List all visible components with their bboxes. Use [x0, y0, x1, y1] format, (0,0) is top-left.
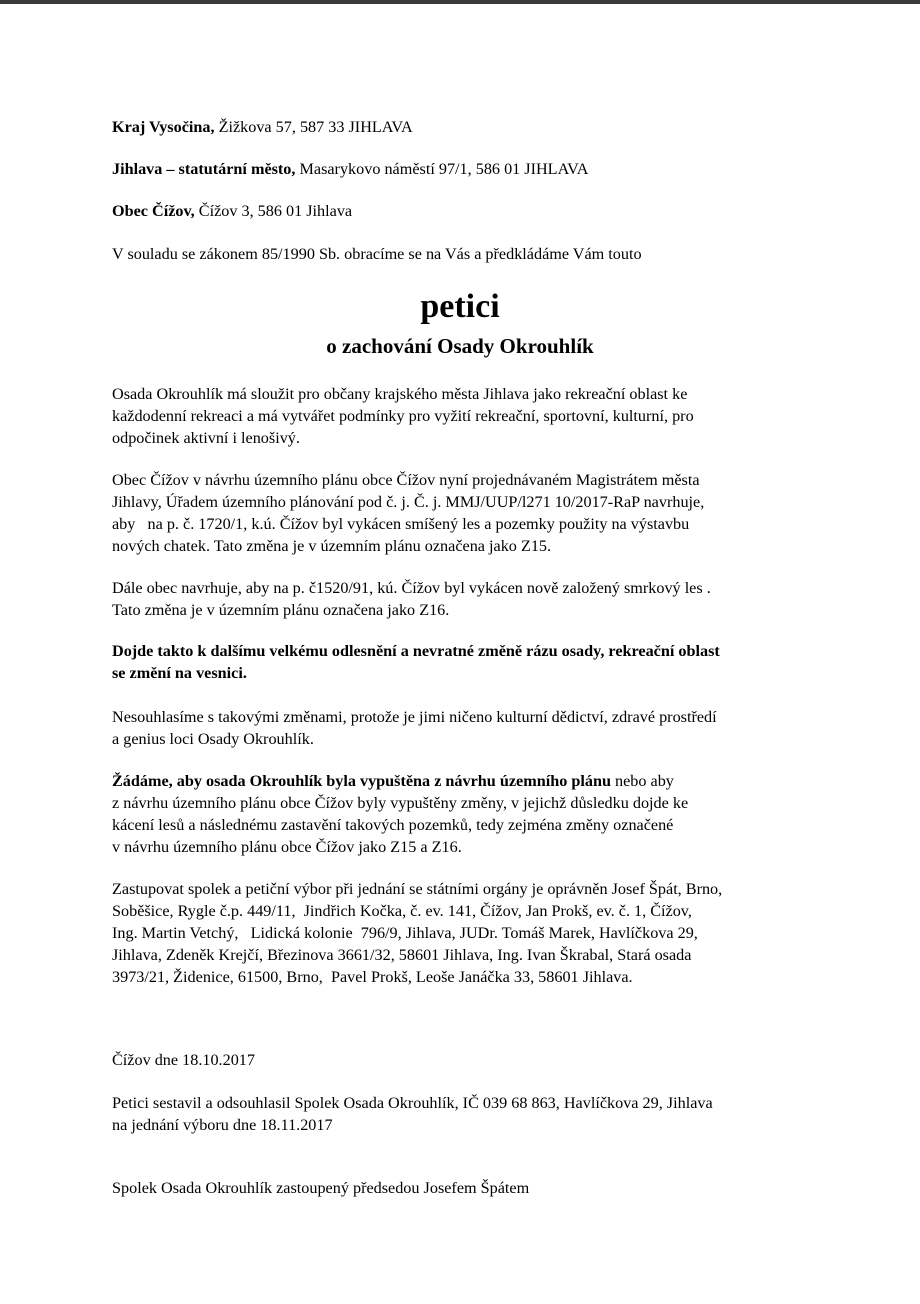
recipient-address: Žižkova 57, 587 33 JIHLAVA — [214, 118, 413, 136]
paragraph-2-line: Obec Čížov v návrhu územního plánu obce Čížov nyní projednávaném Magistrátem města — [112, 471, 700, 489]
paragraph-3-line: Dále obec navrhuje, aby na p. č1520/91, kú. Čížov byl vykácen nově založený smrkový les . — [112, 579, 711, 597]
paragraph-2-line: aby na p. č. 1720/1, k.ú. Čížov byl vykácen smíšený les a pozemky použity na výstavbu — [112, 515, 690, 533]
recipient-name: Jihlava – statutární město, — [112, 160, 296, 178]
paragraph-4-bold-line: se změní na vesnici. — [112, 664, 247, 682]
paragraph-5-line: Nesouhlasíme s takovými změnami, protože je jimi ničeno kulturní dědictví, zdravé prostředí — [112, 708, 717, 726]
signature-line: Spolek Osada Okrouhlík zastoupený předsedou Josefem Špátem — [112, 1179, 530, 1197]
document-title: petici — [420, 288, 500, 325]
recipient-name: Kraj Vysočina, — [112, 118, 215, 136]
recipient-name: Obec Čížov, — [112, 202, 195, 220]
paragraph-5-line: a genius loci Osady Okrouhlík. — [112, 730, 314, 748]
paragraph-6-line: kácení lesů a následnému zastavění takových pozemků, tedy zejména změny označené — [112, 816, 674, 834]
intro-text: V souladu se zákonem 85/1990 Sb. obracíme se na Vás a předkládáme Vám touto — [112, 245, 642, 263]
recipient-jihlava — [112, 158, 588, 180]
paragraph-7-line: Soběšice, Rygle č.p. 449/11, Jindřich Kočka, č. ev. 141, Čížov, Jan Prokš, ev. č. 1, Čížov, — [112, 902, 692, 920]
paragraph-2-line: Jihlavy, Úřadem územního plánování pod č. j. Č. j. MMJ/UUP/l271 10/2017-RaP navrhuje, — [112, 493, 705, 511]
paragraph-8-line: Petici sestavil a odsouhlasil Spolek Osada Okrouhlík, IČ 039 68 863, Havlíčkova 29, Jihlava — [112, 1094, 713, 1112]
paragraph-1-line: každodenní rekreaci a má vytvářet podmínky pro vyžití rekreační, sportovní, kulturní, pro — [112, 407, 694, 425]
recipient-kraj-vysocina — [112, 116, 413, 138]
paragraph-3-line: Tato změna je v územním plánu označena jako Z16. — [112, 601, 450, 619]
paragraph-7-line: Jihlava, Zdeněk Krejčí, Březinova 3661/32, 58601 Jihlava, Ing. Ivan Škrabal, Stará osada — [112, 946, 692, 964]
paragraph-4-bold-line: Dojde takto k dalšímu velkému odlesnění a nevratné změně rázu osady, rekreační oblast — [112, 642, 720, 660]
paragraph-7-line: Ing. Martin Vetchý, Lidická kolonie 796/9, Jihlava, JUDr. Tomáš Marek, Havlíčkova 29, — [112, 924, 698, 942]
paragraph-6-line: v návrhu územního plánu obce Čížov jako Z15 a Z16. — [112, 838, 462, 856]
paragraph-7-line: Zastupovat spolek a petiční výbor při jednání se státními orgány je oprávněn Josef Špát, Brno, — [112, 880, 723, 898]
paragraph-7-line: 3973/21, Židenice, 61500, Brno, Pavel Prokš, Leoše Janáčka 33, 58601 Jihlava. — [112, 968, 633, 986]
paragraph-1-line: odpočinek aktivní i lenošivý. — [112, 429, 300, 447]
recipient-address: Čížov 3, 586 01 Jihlava — [194, 202, 353, 220]
recipient-obec-cizov — [112, 200, 352, 222]
paragraph-6-line: z návrhu územního plánu obce Čížov byly vypuštěny změny, v jejichž důsledku dojde ke — [112, 794, 689, 812]
demand-rest-text: nebo aby — [610, 772, 674, 790]
document-subtitle: o zachování Osady Okrouhlík — [326, 334, 594, 358]
paragraph-1-line: Osada Okrouhlík má sloužit pro občany krajského města Jihlava jako rekreační oblast ke — [112, 385, 688, 403]
demand-bold-text: Žádáme, aby osada Okrouhlík byla vypuštěna z návrhu územního plánu — [112, 772, 611, 790]
paragraph-8-line: na jednání výboru dne 18.11.2017 — [112, 1116, 333, 1134]
paragraph-2-line: nových chatek. Tato změna je v územním plánu označena jako Z15. — [112, 537, 552, 555]
document-date: Čížov dne 18.10.2017 — [112, 1051, 255, 1069]
recipient-address: Masarykovo náměstí 97/1, 586 01 JIHLAVA — [295, 160, 589, 178]
paragraph-6-first-line — [112, 770, 674, 792]
